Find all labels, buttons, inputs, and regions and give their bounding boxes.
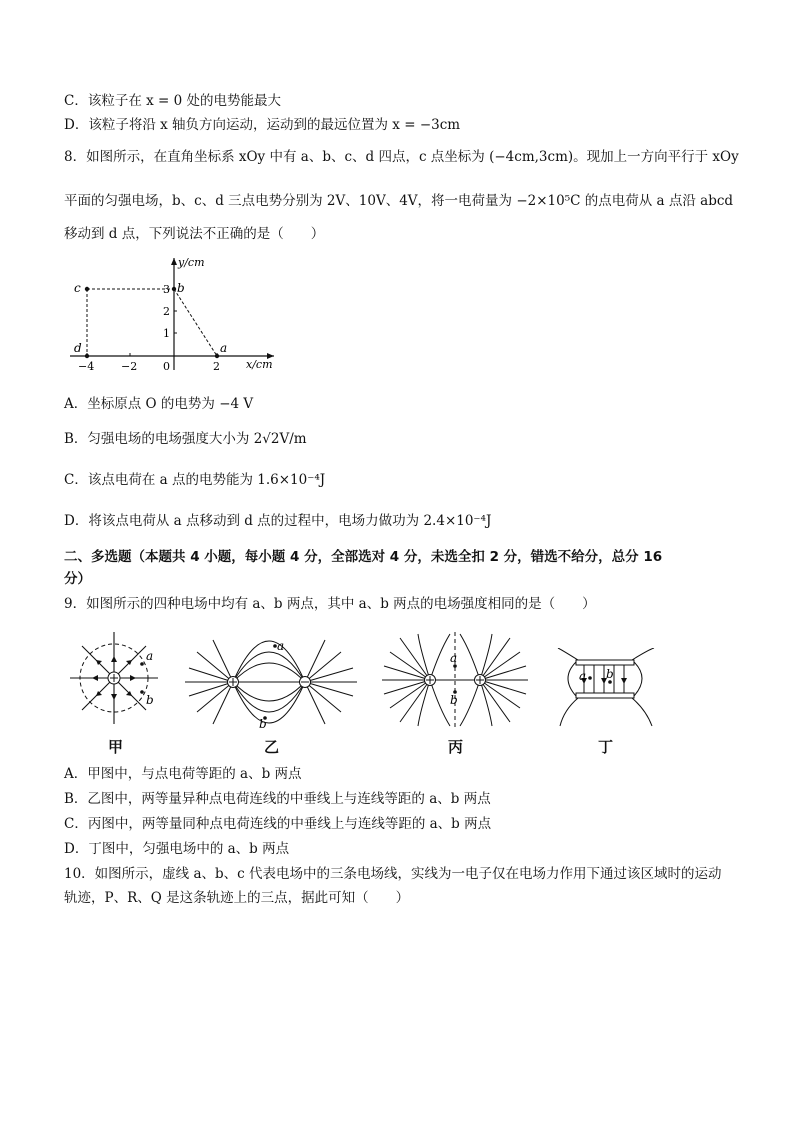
q7-option-d: D．该粒子将沿 x 轴负方向运动，运动到的最远位置为 x = −3cm	[64, 117, 461, 133]
label-b: b	[606, 667, 614, 681]
q9-option-c: C．丙图中，两等量同种点电荷连线的中垂线上与连线等距的 a、b 两点	[64, 816, 492, 832]
x-axis-label: x/cm	[246, 358, 273, 371]
figure-ding-parallel-plates	[556, 648, 656, 730]
q9-stem: 9．如图所示的四种电场中均有 a、b 两点，其中 a、b 两点的电场强度相同的是（ ）	[64, 596, 596, 612]
q8-stem-line-3: 移动到 d 点，下列说法不正确的是（ ）	[64, 226, 325, 242]
top-plate	[576, 660, 634, 665]
label-c: c	[74, 281, 81, 295]
q8-stem-line-1: 8．如图所示，在直角坐标系 xOy 中有 a、b、c、d 四点，c 点坐标为 (−4cm,3cm)。现加上一方向平行于 xOy	[64, 149, 739, 165]
y-axis-label: y/cm	[178, 256, 205, 269]
label-b: b	[146, 693, 154, 707]
figure-yi-opposite-charges	[183, 630, 359, 730]
x-tick-label: −4	[78, 360, 95, 373]
q8-option-d: D．将该点电荷从 a 点移动到 d 点的过程中，电场力做功为 2.4×10⁻⁴J	[64, 513, 492, 529]
figure-caption-yi: 乙	[264, 738, 280, 756]
q8-option-c: C．该点电荷在 a 点的电势能为 1.6×10⁻⁴J	[64, 472, 326, 488]
section-heading-line-1: 二、多选题（本题共 4 小题，每小题 4 分，全部选对 4 分，未选全扣 2 分，错选不给分，总分 16	[64, 549, 663, 565]
q10-stem-line-1: 10．如图所示，虚线 a、b、c 代表电场中的三条电场线，实线为一电子仅在电场力作用下通过该区域时的运动	[64, 866, 722, 882]
label-a: a	[450, 651, 458, 665]
section-heading-line-2: 分）	[64, 571, 91, 587]
point-a	[588, 676, 592, 680]
label-b: b	[259, 717, 267, 730]
label-b: b	[450, 693, 458, 707]
label-d: d	[74, 341, 82, 355]
figure-caption-ding: 丁	[598, 738, 614, 756]
x-tick-label: 0	[163, 360, 170, 373]
q8-stem-line-2: 平面的匀强电场，b、c、d 三点电势分别为 2V、10V、4V，将一电荷量为 −2×10⁵C 的点电荷从 a 点沿 abcd	[64, 193, 734, 209]
q8-option-b: B．匀强电场的电场强度大小为 2√2V/m	[64, 431, 307, 447]
y-tick-label: 1	[163, 327, 170, 340]
point-b	[172, 287, 176, 291]
point-b	[140, 690, 144, 694]
segment-ba	[174, 289, 217, 356]
figure-bing-like-charges	[380, 630, 530, 730]
point-d	[85, 354, 89, 358]
y-tick-label: 3	[163, 283, 170, 296]
q7-option-c: C．该粒子在 x = 0 处的电势能最大	[64, 93, 282, 109]
q10-stem-line-2: 轨迹，P、R、Q 是这条轨迹上的三点，据此可知（ ）	[64, 890, 410, 906]
label-a: a	[146, 649, 154, 663]
q9-option-a: A．甲图中，与点电荷等距的 a、b 两点	[64, 766, 302, 782]
point-c	[85, 287, 89, 291]
label-a: a	[220, 341, 228, 355]
label-a: a	[277, 639, 285, 653]
figure-caption-jia: 甲	[108, 738, 124, 756]
figure-caption-bing: 丙	[448, 738, 464, 756]
point-a	[215, 354, 219, 358]
figure-jia-point-charge	[66, 628, 166, 728]
label-a: a	[579, 669, 587, 683]
q9-option-b: B．乙图中，两等量异种点电荷连线的中垂线上与连线等距的 a、b 两点	[64, 791, 491, 807]
x-tick-label: 2	[213, 360, 220, 373]
bottom-plate	[576, 693, 634, 698]
label-b: b	[177, 281, 185, 295]
y-tick-label: 2	[163, 305, 170, 318]
x-tick-label: −2	[121, 360, 138, 373]
y-axis-arrow	[171, 258, 177, 265]
q8-coordinate-figure	[62, 252, 282, 377]
point-a	[140, 662, 144, 666]
q8-option-a: A．坐标原点 O 的电势为 −4 V	[64, 396, 254, 412]
q9-option-d: D．丁图中，匀强电场中的 a、b 两点	[64, 841, 290, 857]
